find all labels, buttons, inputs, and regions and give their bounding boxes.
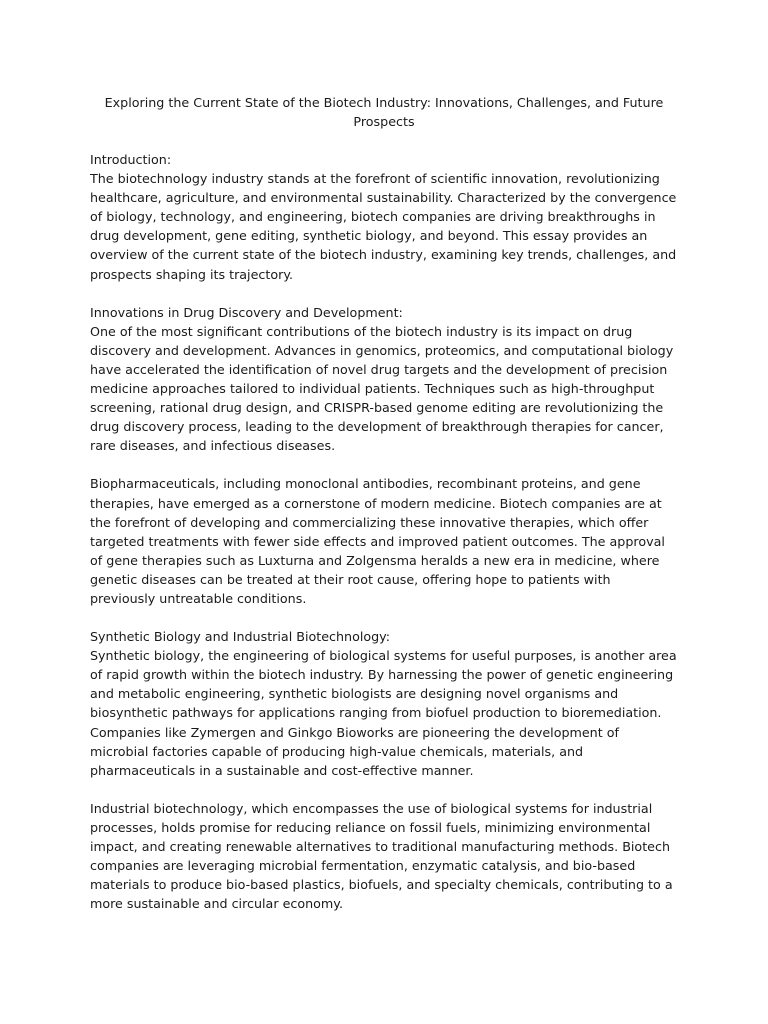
document-title: Exploring the Current State of the Biotech Industry: Innovations, Challenges, and Future Prospects	[104, 95, 664, 129]
section-biopharmaceuticals	[90, 474, 678, 608]
section-paragraph: Industrial biotechnology, which encompasses the use of biological systems for industrial processes, holds promise for reducing reliance on fossil fuels, minimizing environmental impact, and creating renewable alternatives to traditional manufacturing methods. Biotech companies are leveraging microbial fermentation, enzymatic catalysis, and bio-based materials to produce bio-based plastics, biofuels, and specialty chemicals, contributing to a more sustainable and circular economy.	[90, 800, 673, 912]
section-paragraph: The biotechnology industry stands at the forefront of scientific innovation, revolutionizing healthcare, agriculture, and environmental sustainability. Characterized by the convergence of biology, technology, and engineering, biotech companies are driving breakthroughs in drug development, gene editing, synthetic biology, and beyond. This essay provides an overview of the current state of the biotech industry, examining key trends, challenges, and prospects shaping its trajectory.	[90, 171, 677, 282]
section-paragraph: Synthetic biology, the engineering of biological systems for useful purposes, is another area of rapid growth within the biotech industry. By harnessing the power of genetic engineering and metabolic engineering, synthetic biologists are designing novel organisms and biosynthetic pathways for applications ranging from biofuel production to bioremediation. Companies like Zymergen and Ginkgo Bioworks are pioneering the development of microbial factories capable of producing high-value chemicals, materials, and pharmaceuticals in a sustainable and cost-effective manner.	[90, 648, 677, 778]
section-paragraph: One of the most significant contributions of the biotech industry is its impact on drug discovery and development. Advances in genomics, proteomics, and computational biology have accelerated the identification of novel drug targets and the development of precision medicine approaches tailored to individual patients. Techniques such as high-throughput screening, rational drug design, and CRISPR-based genome editing are revolutionizing the drug discovery process, leading to the development of breakthrough therapies for cancer, rare diseases, and infectious diseases.	[90, 323, 674, 454]
section-paragraph: Biopharmaceuticals, including monoclonal antibodies, recombinant proteins, and gene therapies, have emerged as a cornerstone of modern medicine. Biotech companies are at the forefront of developing and commercializing these innovative therapies, which offer targeted treatments with fewer side effects and improved patient outcomes. The approval of gene therapies such as Luxturna and Zolgensma heralds a new era in medicine, where genetic diseases can be treated at their root cause, offering hope to patients with previously untreatable conditions.	[90, 476, 665, 606]
section-drug-discovery	[90, 303, 678, 456]
section-heading: Innovations in Drug Discovery and Development:	[90, 304, 403, 320]
section-synthetic-biology	[90, 627, 678, 780]
section-industrial-biotech	[90, 799, 678, 914]
document-body	[90, 150, 678, 932]
section-heading: Introduction:	[90, 152, 172, 167]
section-introduction	[90, 150, 678, 284]
section-heading: Synthetic Biology and Industrial Biotechnology:	[90, 629, 391, 645]
